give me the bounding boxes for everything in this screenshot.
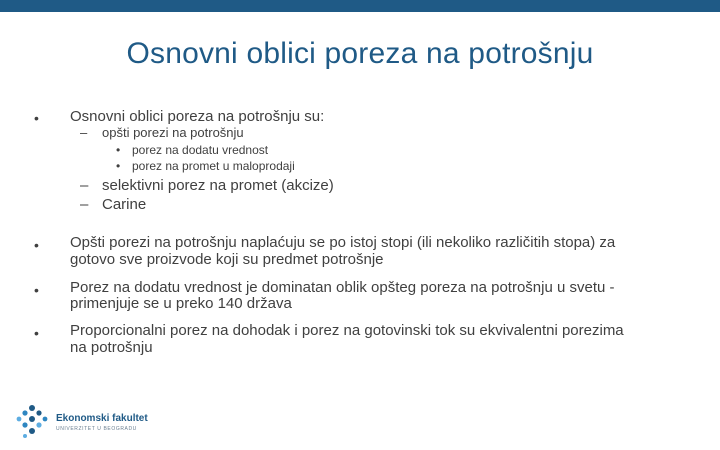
top-accent-bar — [0, 0, 720, 12]
sub-item-3-text: Carine — [102, 196, 147, 213]
bullet-marker: • — [34, 325, 39, 341]
sub-sub-item-2-text: porez na promet u maloprodaji — [132, 159, 295, 173]
slide-title: Osnovni oblici poreza na potrošnju — [126, 37, 594, 70]
sub-bullet-marker: • — [116, 143, 121, 157]
faculty-logo — [14, 404, 154, 440]
bullet-marker: • — [34, 110, 39, 126]
dash-marker: – — [80, 125, 88, 140]
dash-marker: – — [80, 177, 89, 194]
logo-name: Ekonomski fakultet — [56, 413, 148, 424]
bullet-1-text: Osnovni oblici poreza na potrošnju su: — [70, 108, 325, 125]
bullet-marker: • — [34, 282, 39, 298]
sub-bullet-marker: • — [116, 159, 121, 173]
bullet-2-line-1: Opšti porezi na potrošnju naplaćuju se po istoj stopi (ili nekoliko različitih stopa) za — [70, 234, 616, 251]
sub-item-2-text: selektivni porez na promet (akcize) — [102, 177, 334, 194]
sub-sub-item-1-text: porez na dodatu vrednost — [132, 143, 269, 157]
bullet-4-line-2: na potrošnju — [70, 339, 153, 356]
logo-mark-icon — [14, 404, 50, 440]
logo-subtitle: UNIVERZITET U BEOGRADU — [56, 426, 137, 432]
sub-item-1-text: opšti porezi na potrošnju — [102, 125, 244, 140]
bullet-4-line-1: Proporcionalni porez na dohodak i porez na gotovinski tok su ekvivalentni porezima — [70, 322, 624, 339]
bullet-marker: • — [34, 237, 39, 253]
bullet-3-line-1: Porez na dodatu vrednost je dominatan oblik opšteg poreza na potrošnju u svetu - — [70, 279, 615, 296]
bullet-3-line-2: primenjuje se u preko 140 država — [70, 295, 292, 312]
bullet-2-line-2: gotovo sve proizvode koji su predmet potrošnje — [70, 251, 384, 268]
dash-marker: – — [80, 196, 89, 213]
